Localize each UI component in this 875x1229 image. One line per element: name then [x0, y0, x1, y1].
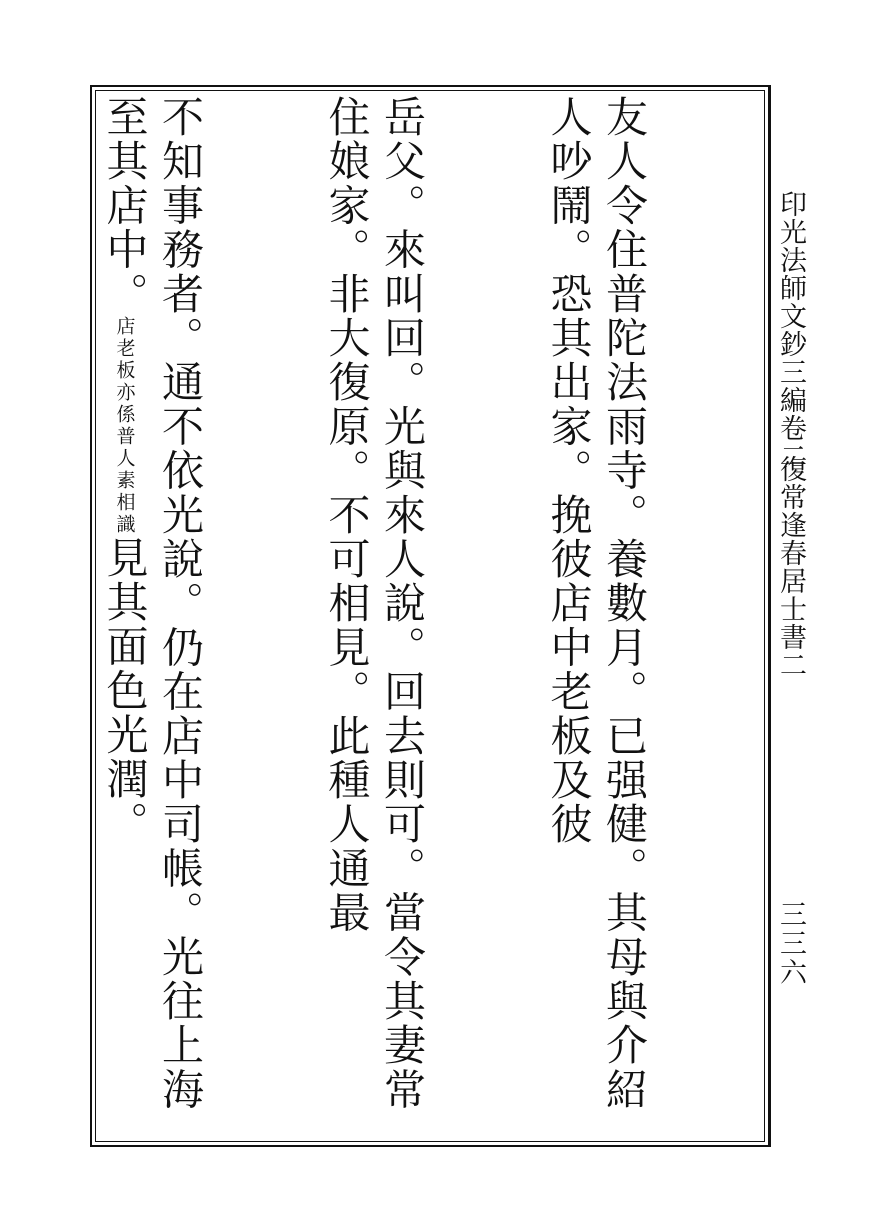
text-column-2: 岳父。來叫回。光與來人說。回去則可。當令其妻常住娘家。非大復原。不可相見。此種人通最	[322, 95, 427, 1112]
text-column-1: 友人令住普陀法雨寺。養數月。已强健。其母與介紹人吵鬧。恐其出家。挽彼店中老板及彼	[544, 95, 649, 1112]
page-number: 三三六	[775, 900, 806, 987]
text-column-3-main: 不知事務者。通不依光說。仍在店中司帳。光往上海至其店中。	[100, 95, 205, 1112]
inline-note-line-1: 店老板亦係	[113, 316, 136, 426]
text-column-3-tail: 見其面色光潤。	[100, 536, 150, 846]
book-title: 印光法師文鈔三編卷二	[775, 190, 806, 470]
main-text-block	[98, 95, 763, 1140]
margin-divider	[770, 85, 771, 1147]
inline-note-line-2: 普人素相識	[113, 426, 136, 536]
chapter-title: 復常逢春居士書二	[775, 455, 806, 679]
text-column-3	[98, 95, 208, 1140]
